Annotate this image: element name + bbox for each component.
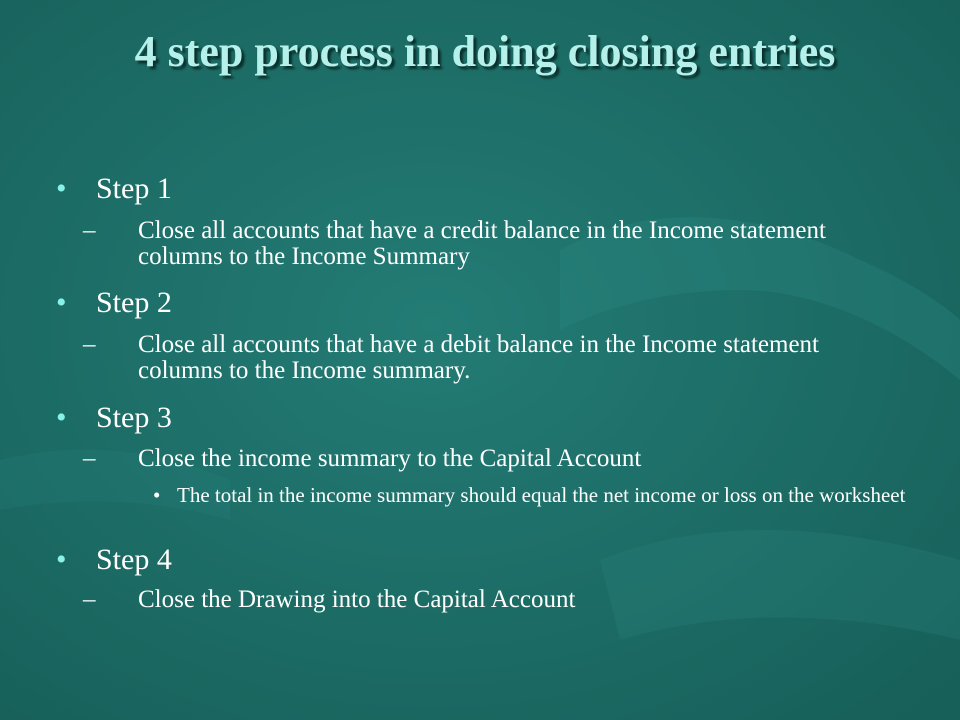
step-3-note-text: The total in the income summary should equal the net income or loss on the worksheet: [177, 483, 906, 507]
step-2-description: Close all accounts that have a debit balance in the Income statement columns to the Income summary.: [138, 331, 819, 384]
step-1-label: Step 1: [96, 172, 172, 205]
bullet-icon: •: [56, 543, 67, 576]
step-4-label: Step 4: [96, 543, 172, 576]
bullet-icon: •: [153, 483, 161, 507]
slide-title: 4 step process in doing closing entries: [134, 27, 836, 76]
step-1-description: Close all accounts that have a credit balance in the Income statement columns to the Income Summary: [138, 217, 826, 270]
step-3-description: Close the income summary to the Capital Account: [138, 445, 642, 472]
bullet-icon: •: [56, 172, 67, 205]
bullet-icon: •: [56, 286, 67, 319]
step-3-label: Step 3: [96, 401, 172, 434]
dash-icon: –: [83, 217, 96, 244]
bullet-icon: •: [56, 401, 67, 434]
step-2-label: Step 2: [96, 286, 172, 319]
dash-icon: –: [83, 445, 96, 472]
step-4-description: Close the Drawing into the Capital Account: [138, 586, 576, 613]
dash-icon: –: [83, 331, 96, 358]
dash-icon: –: [83, 586, 96, 613]
